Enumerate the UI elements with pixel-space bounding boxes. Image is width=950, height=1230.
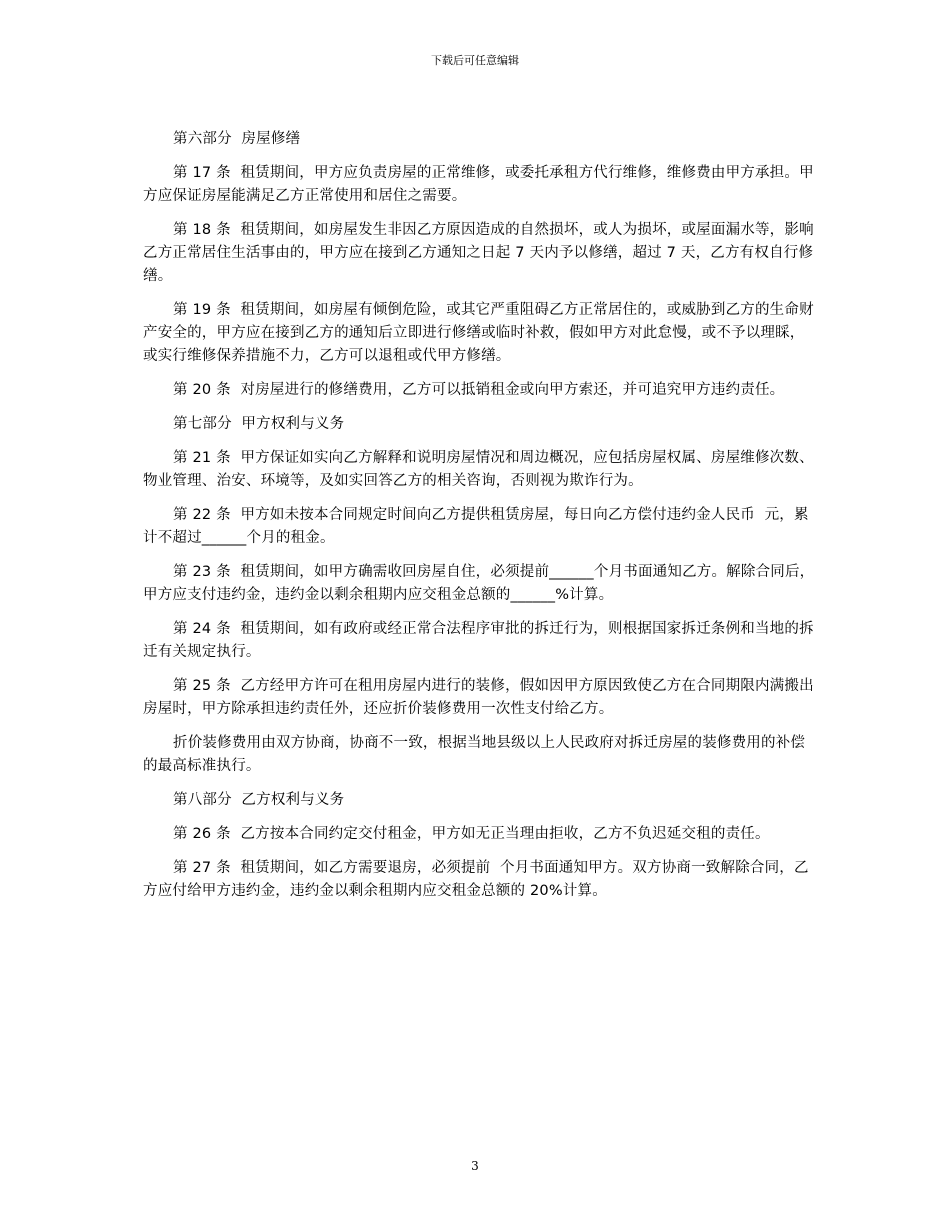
clause-paragraph: 第 17 条 租赁期间，甲方应负责房屋的正常维修，或委托承租方代行维修，维修费由甲方承担。甲方应保证房屋能满足乙方正常使用和居住之需要。 [143, 165, 814, 204]
section-heading: 第七部分 甲方权利与义务 [173, 416, 345, 432]
clause-paragraph: 第 24 条 租赁期间，如有政府或经正常合法程序审批的拆迁行为，则根据国家拆迁条例和当地的拆迁有关规定执行。 [143, 621, 814, 660]
clause-paragraph: 第 18 条 租赁期间，如房屋发生非因乙方原因造成的自然损坏，或人为损坏，或屋面漏水等，影响乙方正常居住生活事由的，甲方应在接到乙方通知之日起 7 天内予以修缮，超过 7 天，乙方有权自行修缮。 [143, 222, 814, 284]
document-body [143, 128, 815, 914]
clause-paragraph: 第 21 条 甲方保证如实向乙方解释和说明房屋情况和周边概况，应包括房屋权属、房屋维修次数、物业管理、治安、环境等，及如实回答乙方的相关咨询，否则视为欺诈行为。 [143, 450, 814, 489]
section-heading: 第八部分 乙方权利与义务 [173, 792, 345, 808]
clause-paragraph: 第 27 条 租赁期间，如乙方需要退房，必须提前 个月书面通知甲方。双方协商一致解除合同，乙方应付给甲方违约金，违约金以剩余租期内应交租金总额的 20%计算。 [143, 860, 809, 899]
page-header [0, 54, 950, 68]
clause-paragraph: 第 22 条 甲方如未按本合同规定时间向乙方提供租赁房屋，每日向乙方偿付违约金人民币 元，累计不超过______个月的租金。 [143, 507, 809, 546]
clause-paragraph: 第 23 条 租赁期间，如甲方确需收回房屋自住，必须提前______个月书面通知乙方。解除合同后，甲方应支付违约金，违约金以剩余租期内应交租金总额的______%计算。 [143, 564, 815, 603]
clause-paragraph: 第 20 条 对房屋进行的修缮费用，乙方可以抵销租金或向甲方索还，并可追究甲方违约责任。 [173, 382, 785, 398]
clause-paragraph: 折价装修费用由双方协商，协商不一致，根据当地县级以上人民政府对拆迁房屋的装修费用的补偿的最高标准执行。 [143, 735, 806, 774]
header-note: 下载后可任意编辑 [431, 54, 519, 67]
clause-paragraph: 第 26 条 乙方按本合同约定交付租金，甲方如无正当理由拒收，乙方不负迟延交租的责任。 [173, 826, 770, 842]
page-number: 3 [471, 1159, 479, 1173]
clause-paragraph: 第 25 条 乙方经甲方许可在租用房屋内进行的装修，假如因甲方原因致使乙方在合同期限内满搬出房屋时，甲方除承担违约责任外，还应折价装修费用一次性支付给乙方。 [143, 678, 814, 717]
section-heading: 第六部分 房屋修缮 [173, 131, 301, 147]
clause-paragraph: 第 19 条 租赁期间，如房屋有倾倒危险，或其它严重阻碍乙方正常居住的，或威胁到乙方的生命财产安全的，甲方应在接到乙方的通知后立即进行修缮或临时补救，假如甲方对此怠慢，或不予以理睬，或实行维修保养措施不力，乙方可以退租或代甲方修缮。 [143, 302, 814, 364]
